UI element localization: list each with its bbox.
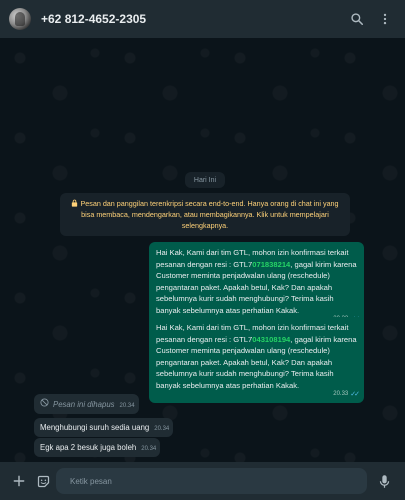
encryption-notice[interactable]: [60, 193, 350, 236]
composer-bar: [0, 462, 405, 500]
message-text: Menghubungi suruh sedia uang: [40, 423, 150, 432]
encryption-notice-text: Pesan dan panggilan terenkripsi secara end-to-end. Hanya orang di chat ini yang bisa membaca, mendengarkan, atau membagikannya. Klik untuk mempelajari selengkapnya.: [80, 199, 339, 230]
message-text: Egk apa 2 besuk juga boleh: [40, 443, 137, 452]
chat-header: [0, 0, 405, 38]
mic-icon[interactable]: [375, 472, 393, 490]
blocked-icon: [40, 398, 49, 410]
plus-icon[interactable]: [10, 472, 28, 490]
contact-name[interactable]: +62 812-4652-2305: [41, 12, 147, 26]
contact-avatar[interactable]: [9, 8, 31, 30]
message-outgoing[interactable]: [149, 242, 364, 328]
message-text: Hai Kak, Kami dari tim GTL, mohon izin konfirmasi terkait pesanan dengan resi : GTL7: [156, 323, 349, 344]
message-incoming[interactable]: [34, 418, 173, 437]
more-vertical-icon[interactable]: [377, 11, 393, 27]
message-time: 20.33: [333, 390, 349, 397]
message-incoming-deleted[interactable]: [34, 394, 139, 414]
search-icon[interactable]: [349, 11, 365, 27]
message-input-box[interactable]: [56, 468, 367, 494]
message-incoming[interactable]: [34, 438, 160, 457]
message-text: , gagal kirim karena Customer meminta penjadwalan ulang (reschedule) pengantaran paket. Apakah betul, Kak? Dan apakah sebelumnya kurir sudah menghubungi? Terima kasih banyak sebelumnya atas perhatian Kakak.: [156, 259, 357, 315]
message-text: Pesan ini dihapus: [53, 399, 115, 409]
sticker-icon[interactable]: [34, 472, 52, 490]
tracking-number: 071838214: [252, 259, 291, 269]
tracking-number: 043108194: [252, 334, 291, 344]
message-time: 20.34: [141, 446, 157, 452]
message-outgoing[interactable]: [149, 317, 364, 403]
message-input[interactable]: [68, 476, 367, 487]
message-meta: [333, 389, 358, 401]
message-time: 20.34: [119, 403, 135, 409]
double-check-icon: ✓✓: [350, 390, 358, 398]
message-text: Hai Kak, Kami dari tim GTL, mohon izin konfirmasi terkait pesanan dengan resi : GTL7: [156, 248, 349, 269]
message-time: 20.34: [154, 426, 170, 432]
date-divider: Hari Ini: [185, 172, 225, 188]
message-list[interactable]: [0, 38, 405, 462]
message-text: , gagal kirim karena Customer meminta penjadwalan ulang (reschedule) pengantaran paket. Apakah betul, Kak? Dan apakah sebelumnya kurir sudah menghubungi? Terima kasih banyak sebelumnya atas perhatian Kakak.: [156, 334, 357, 390]
